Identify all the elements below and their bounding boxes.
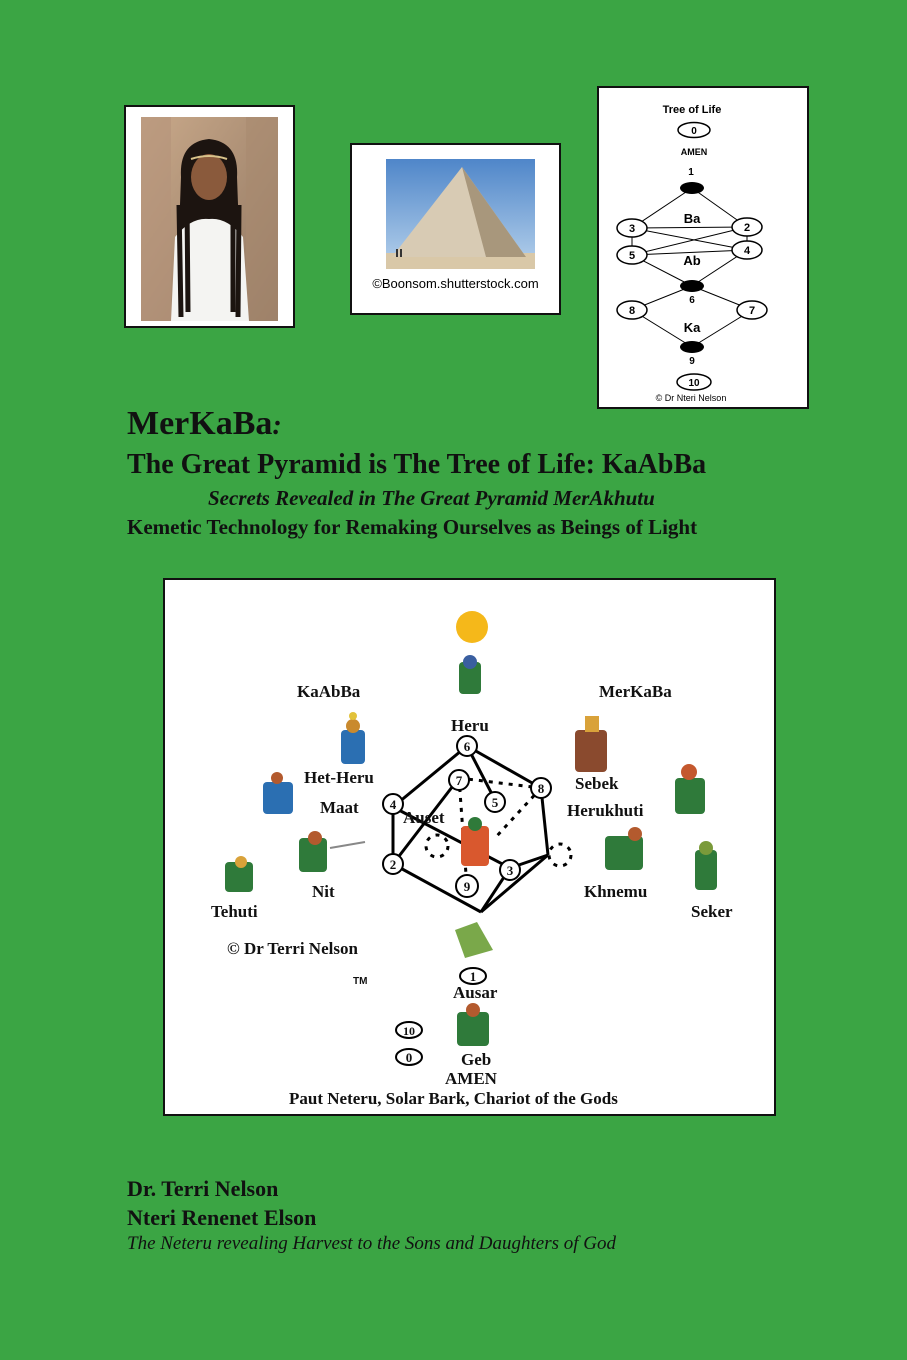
tree-node-3 [617, 219, 647, 237]
label-trademark: TM [353, 976, 368, 987]
label-auset: Auset [403, 808, 445, 827]
merkaba-diagram [163, 578, 776, 1116]
back-tagline: The Neteru revealing Harvest to the Sons and Daughters of God [127, 1233, 617, 1254]
label-tehuti: Tehuti [211, 902, 258, 921]
tree-node-0-label: 0 [691, 126, 697, 137]
tree-of-life-panel [597, 86, 809, 409]
svg-text:9: 9 [463, 879, 471, 894]
het-heru-figure-icon [341, 712, 365, 764]
node-9 [456, 875, 478, 897]
nit-figure-icon [299, 831, 365, 872]
svg-text:3: 3 [506, 863, 514, 878]
svg-text:10: 10 [403, 1024, 415, 1038]
book-tagline-italic: Secrets Revealed in The Great Pyramid MerAkhutu [208, 486, 655, 510]
book-tagline: Kemetic Technology for Remaking Ourselves as Beings of Light [127, 515, 698, 539]
label-ausar: Ausar [453, 983, 498, 1002]
node-2 [383, 854, 403, 874]
book-subtitle: The Great Pyramid is The Tree of Life: KaAbBa [127, 449, 707, 480]
author-photo [141, 117, 278, 321]
tree-ab: Ab [683, 253, 701, 268]
pyramid-photo-credit: ©Boonsom.shutterstock.com [372, 276, 539, 291]
node-0 [396, 1049, 422, 1065]
sun-icon [456, 611, 488, 643]
label-nit: Nit [312, 882, 335, 901]
node-1 [460, 968, 486, 984]
tree-title: Tree of Life [662, 104, 722, 116]
tree-node-5 [617, 246, 647, 264]
tree-amen: AMEN [680, 147, 708, 157]
svg-text:1: 1 [469, 969, 477, 984]
svg-text:2: 2 [389, 857, 397, 872]
maat-figure-icon [263, 772, 293, 814]
heru-figure-icon [459, 655, 481, 694]
label-copyright: © Dr Terri Nelson [227, 939, 358, 958]
pyramid-photo-frame [350, 143, 561, 315]
ausar-figure-icon [455, 922, 493, 958]
svg-text:3: 3 [628, 223, 636, 235]
label-geb: Geb [461, 1050, 492, 1069]
tree-node-1-label: 1 [688, 167, 694, 178]
author-photo-frame [124, 105, 295, 328]
pyramid-photo [386, 159, 535, 269]
tree-node-6 [680, 280, 704, 292]
svg-text:4: 4 [389, 797, 397, 812]
svg-text:8: 8 [537, 781, 545, 796]
sebek-figure-icon [575, 716, 607, 772]
tree-node-6-label: 6 [689, 295, 695, 306]
svg-text:10: 10 [688, 378, 700, 389]
svg-text:7: 7 [455, 773, 463, 788]
label-het-heru: Het-Heru [304, 768, 374, 787]
tree-node-2 [732, 218, 762, 236]
svg-text:4: 4 [743, 245, 751, 257]
tree-node-4 [732, 241, 762, 259]
author-name: Dr. Terri Nelson [127, 1176, 279, 1201]
svg-text:8: 8 [628, 305, 636, 317]
tree-ba: Ba [683, 211, 701, 226]
tree-copyright: © Dr Nteri Nelson [655, 393, 727, 403]
auset-figure-icon [461, 817, 489, 866]
svg-text:5: 5 [628, 250, 636, 262]
svg-text:0: 0 [405, 1050, 413, 1065]
tree-node-9-label: 9 [689, 356, 695, 367]
seker-figure-icon [695, 841, 717, 890]
label-maat: Maat [320, 798, 359, 817]
label-herukhuti: Herukhuti [567, 801, 644, 820]
geb-figure-icon [457, 1003, 489, 1046]
tree-node-8 [617, 301, 647, 319]
label-heru: Heru [451, 716, 489, 735]
book-title: MerKaBa: [127, 405, 282, 442]
node-10 [396, 1022, 422, 1038]
tehuti-figure-icon [225, 856, 253, 892]
label-amen: AMEN [445, 1069, 497, 1088]
author-alt-name: Nteri Renenet Elson [127, 1205, 317, 1230]
node-5 [485, 792, 505, 812]
tree-node-10 [677, 374, 711, 390]
node-4 [383, 794, 403, 814]
herukhuti-figure-icon [675, 764, 705, 814]
label-khnemu: Khnemu [584, 882, 648, 901]
svg-text:7: 7 [748, 305, 756, 317]
label-kaabba: KaAbBa [297, 682, 361, 701]
node-3 [500, 860, 520, 880]
svg-text:5: 5 [491, 795, 499, 810]
tree-node-9 [680, 341, 704, 353]
node-6 [457, 736, 477, 756]
label-sebek: Sebek [575, 774, 619, 793]
svg-text:2: 2 [743, 222, 751, 234]
tree-ka: Ka [683, 320, 701, 335]
khnemu-figure-icon [605, 827, 643, 870]
label-merkaba: MerKaBa [599, 682, 672, 701]
diagram-caption: Paut Neteru, Solar Bark, Chariot of the Gods [289, 1089, 618, 1108]
node-7 [449, 770, 469, 790]
svg-text:6: 6 [463, 739, 471, 754]
node-8 [531, 778, 551, 798]
label-seker: Seker [691, 902, 733, 921]
tree-node-7 [737, 301, 767, 319]
